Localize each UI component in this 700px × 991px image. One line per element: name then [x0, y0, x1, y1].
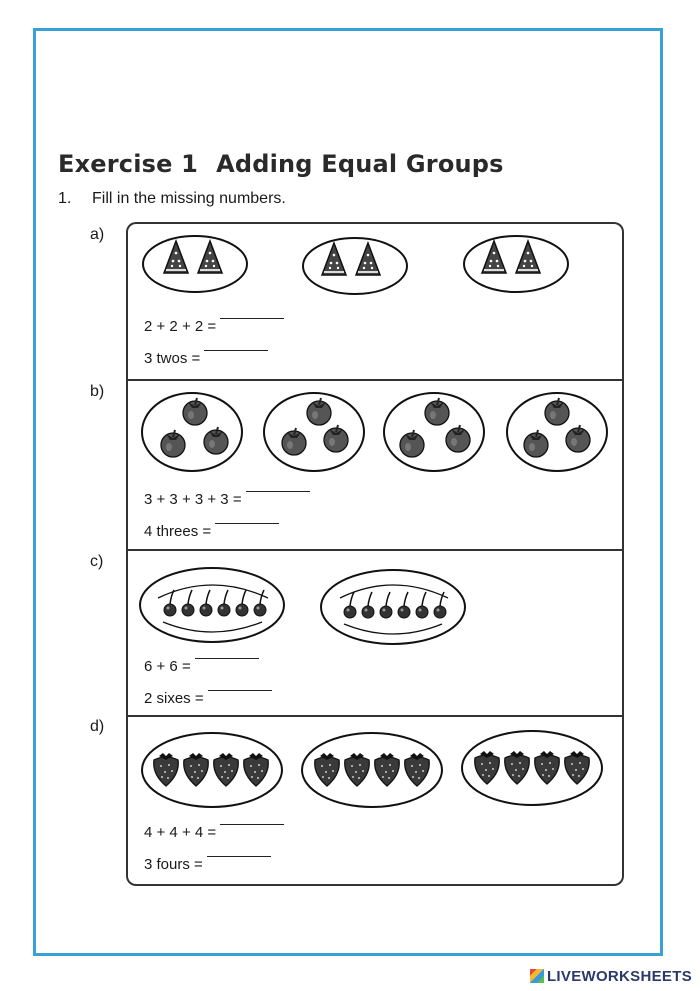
tomato-icon [282, 428, 306, 455]
liveworksheets-brand[interactable] [530, 968, 692, 985]
tomato-icon [545, 398, 569, 425]
strawberry-icon [214, 753, 239, 786]
part-label-d: d) [90, 718, 105, 735]
cherry-icon [218, 590, 230, 616]
tomato-icon [524, 430, 548, 457]
equation-text: 3 fours = [144, 856, 203, 873]
cherry-icon [362, 592, 374, 618]
liveworksheets-logo-icon [530, 969, 544, 983]
equation-text: 6 + 6 = [144, 658, 191, 675]
tomato-icon [307, 398, 331, 425]
plate-d-3 [462, 731, 602, 805]
cherry-icon [380, 592, 392, 618]
plate-b-1 [142, 393, 242, 471]
strawberry-icon [154, 753, 179, 786]
equation-text: 3 + 3 + 3 + 3 = [144, 491, 242, 508]
part-label-c: c) [90, 553, 104, 570]
answer-blank-c-addition[interactable] [195, 658, 259, 659]
plate-d-2 [302, 733, 442, 807]
answer-blank-a-multiplication[interactable] [204, 350, 268, 351]
equation-c-multiplication [144, 690, 272, 707]
plate-a-1 [143, 236, 247, 292]
plate-b-2 [264, 393, 364, 471]
tomato-icon [183, 398, 207, 425]
cherry-icon [398, 592, 410, 618]
strawberry-icon [375, 753, 400, 786]
strawberry-icon [535, 751, 560, 784]
plate-b-3 [384, 393, 484, 471]
equation-c-addition [144, 658, 259, 675]
watermelon-slice-icon [356, 243, 380, 275]
equation-text: 3 twos = [144, 350, 201, 367]
equation-text: 2 + 2 + 2 = [144, 318, 217, 335]
tomato-icon [566, 425, 590, 452]
exercise-label: Exercise 1 [58, 150, 199, 178]
answer-blank-d-addition[interactable] [220, 824, 284, 825]
cherry-icon [200, 590, 212, 616]
instruction-text: Fill in the missing numbers. [92, 190, 286, 207]
watermelon-slice-icon [198, 241, 222, 273]
equation-d-addition [144, 824, 284, 841]
plate-d-1 [142, 733, 282, 807]
equation-a-multiplication [144, 350, 268, 367]
equation-b-addition [144, 491, 310, 508]
watermelon-slice-icon [322, 243, 346, 275]
part-label-b: b) [90, 383, 105, 400]
strawberry-icon [475, 751, 500, 784]
answer-blank-b-multiplication[interactable] [215, 523, 279, 524]
question-number: 1. [58, 190, 72, 207]
strawberry-icon [345, 753, 370, 786]
cherry-icon [236, 590, 248, 616]
tomato-icon [400, 430, 424, 457]
answer-blank-c-multiplication[interactable] [208, 690, 272, 691]
cherry-icon [182, 590, 194, 616]
exercise-heading: Adding Equal Groups [216, 150, 504, 178]
strawberry-icon [184, 753, 209, 786]
brand-text: LIVEWORKSHEETS [546, 968, 692, 985]
plate-b-4 [507, 393, 607, 471]
watermelon-slice-icon [164, 241, 188, 273]
plate-a-3 [464, 236, 568, 292]
strawberry-icon [315, 753, 340, 786]
equation-a-addition [144, 318, 284, 335]
strawberry-icon [244, 753, 269, 786]
strawberry-icon [565, 751, 590, 784]
strawberry-icon [405, 753, 430, 786]
watermelon-slice-icon [482, 241, 506, 273]
equation-text: 2 sixes = [144, 690, 204, 707]
tomato-icon [324, 425, 348, 452]
watermelon-slice-icon [516, 241, 540, 273]
tomato-icon [446, 425, 470, 452]
strawberry-icon [505, 751, 530, 784]
equation-text: 4 + 4 + 4 = [144, 824, 217, 841]
plate-a-2 [303, 238, 407, 294]
answer-blank-d-multiplication[interactable] [207, 856, 271, 857]
equation-text: 4 threes = [144, 523, 212, 540]
tomato-icon [204, 427, 228, 454]
equation-b-multiplication [144, 523, 279, 540]
answer-blank-b-addition[interactable] [246, 491, 310, 492]
cherry-icon [416, 592, 428, 618]
tomato-icon [425, 398, 449, 425]
equation-d-multiplication [144, 856, 271, 873]
plate-c-2 [321, 570, 465, 644]
answer-blank-a-addition[interactable] [220, 318, 284, 319]
part-label-a: a) [90, 226, 105, 243]
tomato-icon [161, 430, 185, 457]
plate-c-1 [140, 568, 284, 642]
